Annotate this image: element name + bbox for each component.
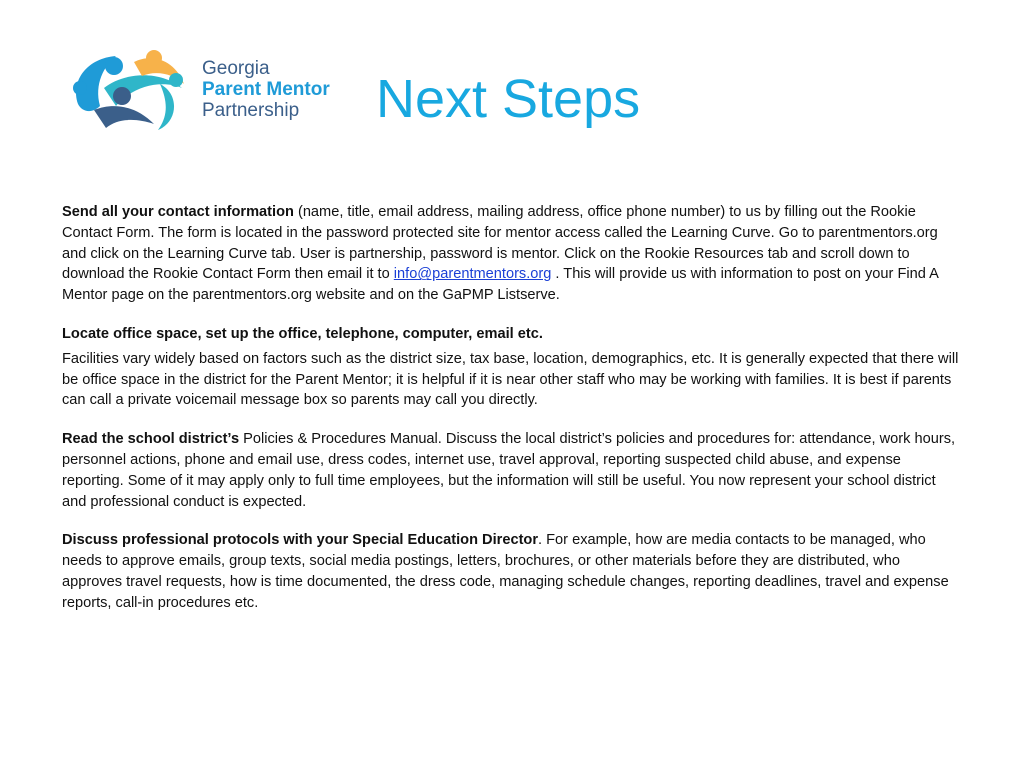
protocols-heading: Discuss professional protocols with your Special Education Director [62, 532, 539, 549]
policies-paragraph [62, 429, 962, 512]
protocols-text: . For example, how are media contacts to be managed, who needs to approve emails, group texts, social media postings, letters, brochures, or other materials before they are distributed, who approves travel requests, how is time documented, the dress code, managing schedule changes, reporting deadlines, travel and expense reports, call-in procedures etc. [62, 532, 949, 611]
email-link[interactable]: info@parentmentors.org [393, 266, 552, 283]
contact-info-text-after: . This will provide us with information to post on your Find A Mentor page on the parentmentors.org website and on the GaPMP Listserve. [62, 266, 939, 304]
office-space-heading: Locate office space, set up the office, telephone, computer, email etc. [62, 325, 543, 342]
logo-line-georgia: Georgia [202, 58, 270, 79]
logo-line-parent-mentor: Parent Mentor [202, 79, 330, 100]
slide-content [62, 202, 962, 614]
policies-text: Policies & Procedures Manual. Discuss the local district’s policies and procedures for: attendance, work hours, personnel actions, phone and email use, dress codes, internet use, travel approval, reporting suspected child abuse, and expense reporting. Some of it may apply only to full time employees, but the information will still be useful. You now represent your school district and professional conduct is expected. [62, 431, 956, 510]
protocols-paragraph [62, 530, 962, 613]
logo [64, 44, 344, 140]
contact-info-text: (name, title, email address, mailing address, office phone number) to us by filling out the Rookie Contact Form. The form is located in the password protected site for mentor access called the Learning Curve. Go to parentmentors.org and click on the Learning Curve tab. User is partnership, password is mentor. Click on the Rookie Resources tab and scroll down to download the Rookie Contact Form then email it to [62, 204, 938, 283]
contact-info-paragraph [62, 202, 962, 306]
office-space-paragraph: Facilities vary widely based on factors such as the district size, tax base, location, demographics, etc. It is generally expected that there will be office space in the district for the Parent Mentor; it is helpful if it is near other staff who may be working with families. It is best if parents can call a private voicemail message box so parents may call you directly. [62, 350, 959, 409]
logo-text [202, 58, 330, 121]
contact-info-heading: Send all your contact information [62, 204, 294, 220]
policies-heading: Read the school district’s [62, 431, 240, 448]
page-title: Next Steps [376, 69, 641, 129]
logo-line-partnership: Partnership [202, 100, 300, 121]
people-circle-icon [64, 44, 194, 140]
